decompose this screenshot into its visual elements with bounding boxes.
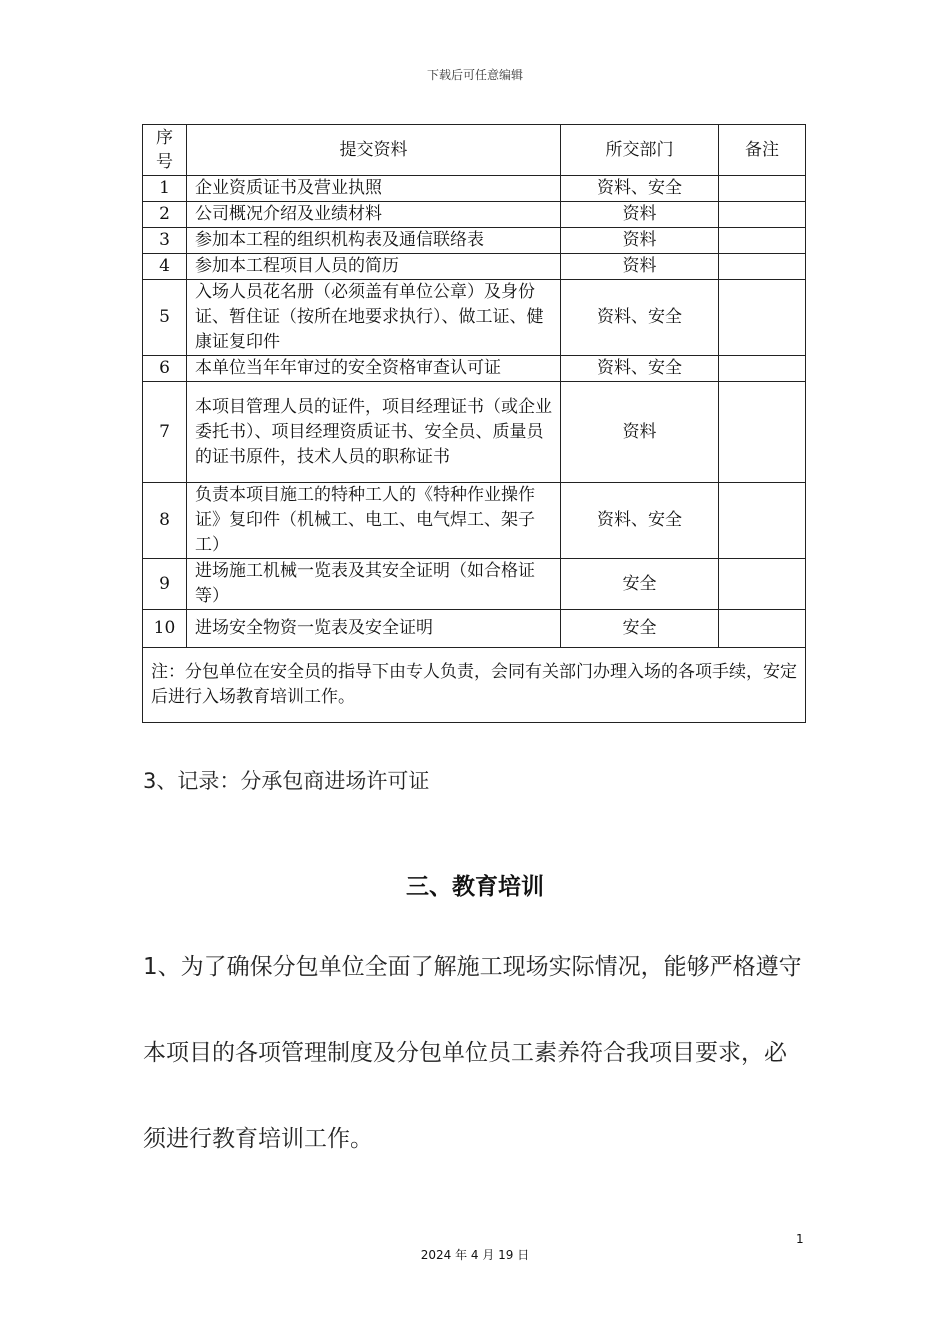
row-no: 5: [143, 280, 187, 356]
row-remark: [719, 254, 806, 280]
row-material: 负责本项目施工的特种工人的《特种作业操作证》复印件（机械工、电工、电气焊工、架子工）: [187, 483, 561, 559]
table-note: 注：分包单位在安全员的指导下由专人负责，会同有关部门办理入场的各项手续，安定后进行入场教育培训工作。: [143, 648, 806, 723]
row-dept: 资料、安全: [561, 280, 719, 356]
row-no: 3: [143, 228, 187, 254]
table-row: [143, 382, 806, 483]
row-dept: 资料: [561, 202, 719, 228]
row-no: 7: [143, 382, 187, 483]
row-remark: [719, 176, 806, 202]
footer-date: 2024 年 4 月 19 日: [420, 1248, 530, 1262]
header-remark: 备注: [719, 125, 806, 176]
header-dept: 所交部门: [561, 125, 719, 176]
row-no: 9: [143, 559, 187, 610]
row-material: 参加本工程项目人员的简历: [187, 254, 561, 280]
row-material: 本单位当年年审过的安全资格审查认可证: [187, 356, 561, 382]
table-row: [143, 483, 806, 559]
record-line: 3、记录：分承包商进场许可证: [143, 769, 430, 793]
submission-table: [142, 124, 806, 723]
row-remark: [719, 559, 806, 610]
row-remark: [719, 356, 806, 382]
row-no: 6: [143, 356, 187, 382]
header-material: 提交资料: [187, 125, 561, 176]
row-dept: 资料、安全: [561, 176, 719, 202]
header-no: 序号: [143, 125, 187, 176]
row-no: 4: [143, 254, 187, 280]
paragraph-line: 1、为了确保分包单位全面了解施工现场实际情况，能够严格遵守: [143, 954, 802, 980]
row-no: 2: [143, 202, 187, 228]
row-remark: [719, 610, 806, 648]
row-dept: 资料: [561, 382, 719, 483]
row-remark: [719, 202, 806, 228]
row-material: 参加本工程的组织机构表及通信联络表: [187, 228, 561, 254]
row-remark: [719, 382, 806, 483]
row-dept: 资料: [561, 254, 719, 280]
row-no: 8: [143, 483, 187, 559]
row-remark: [719, 280, 806, 356]
paragraph-line: 须进行教育培训工作。: [143, 1126, 373, 1152]
row-remark: [719, 228, 806, 254]
section-heading: 三、教育培训: [406, 874, 544, 900]
paragraph-line: 本项目的各项管理制度及分包单位员工素养符合我项目要求，必: [143, 1040, 787, 1066]
table-row: [143, 176, 806, 202]
row-dept: 资料、安全: [561, 483, 719, 559]
row-material: 进场施工机械一览表及其安全证明（如合格证等）: [187, 559, 561, 610]
table-row: [143, 202, 806, 228]
row-no: 10: [143, 610, 187, 648]
page-number: 1: [796, 1232, 804, 1246]
row-material: 企业资质证书及营业执照: [187, 176, 561, 202]
page-header: 下载后可任意编辑: [426, 68, 523, 82]
row-material: 入场人员花名册（必须盖有单位公章）及身份证、暂住证（按所在地要求执行）、做工证、健康证复印件: [187, 280, 561, 356]
table-row: [143, 610, 806, 648]
table-note-row: [143, 648, 806, 723]
row-material: 进场安全物资一览表及安全证明: [187, 610, 561, 648]
row-dept: 资料、安全: [561, 356, 719, 382]
table-row: [143, 559, 806, 610]
row-dept: 安全: [561, 610, 719, 648]
table-row: [143, 228, 806, 254]
row-material: 公司概况介绍及业绩材料: [187, 202, 561, 228]
row-remark: [719, 483, 806, 559]
row-dept: 安全: [561, 559, 719, 610]
table-header-row: [143, 125, 806, 176]
row-no: 1: [143, 176, 187, 202]
table-row: [143, 254, 806, 280]
row-material: 本项目管理人员的证件，项目经理证书（或企业委托书）、项目经理资质证书、安全员、质量员的证书原件，技术人员的职称证书: [187, 382, 561, 483]
table-row: [143, 356, 806, 382]
table-row: [143, 280, 806, 356]
row-dept: 资料: [561, 228, 719, 254]
